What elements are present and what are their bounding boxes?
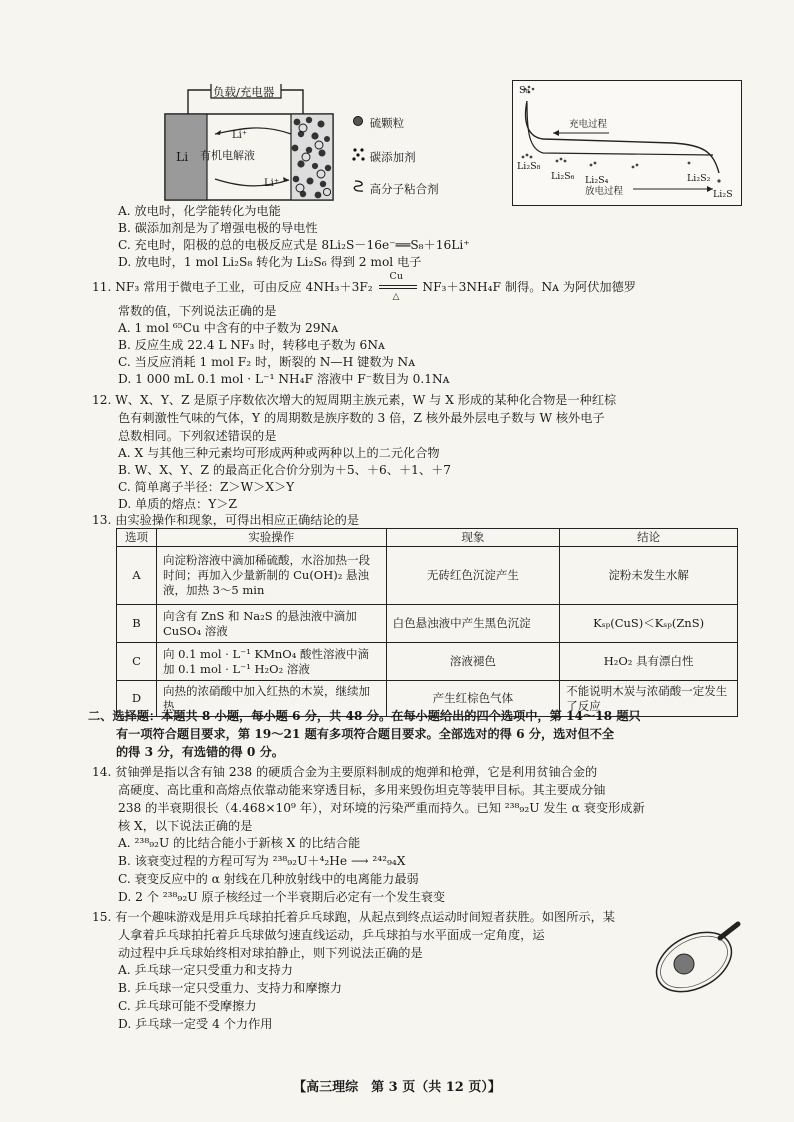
q14-option-a: A. ²³⁸₉₂U 的比结合能小于新核 X 的比结合能 (118, 836, 361, 850)
section2-line2: 有一项符合题目要求，第 19～21 题有多项符合题目要求。全部选对的得 6 分，选对但不全 (116, 727, 615, 741)
graph-species-label: Li₂S (713, 189, 733, 200)
operation-cell: 向含有 ZnS 和 Na₂S 的悬浊液中滴加 CuSO₄ 溶液 (156, 605, 386, 643)
q11-option-a: A. 1 mol ⁶⁵Cu 中含有的中子数为 29Nᴀ (118, 321, 339, 335)
phenomenon-cell: 无砖红色沉淀产生 (386, 547, 560, 605)
legend-label: 高分子粘合剂 (369, 182, 439, 196)
q12-option-d: D. 单质的熔点：Y＞Z (118, 497, 237, 511)
q14-option-d: D. 2 个 ²³⁸₉₂U 原子核经过一个半衰期后必定有一个发生衰变 (118, 890, 446, 904)
q13-stem: 13. 由实验操作和现象，可得出相应正确结论的是 (92, 513, 360, 527)
operation-cell: 向热的浓硝酸中加入红热的木炭，继续加热 (156, 681, 386, 717)
header-cell: 现象 (386, 529, 560, 547)
charge-discharge-graph (512, 80, 742, 206)
q15-option-d: D. 乒乓球一定受 4 个力作用 (118, 1017, 273, 1031)
q14-stem-line3: 238 的半衰期很长（4.468×10⁹ 年），对环境的污染严重而持久。已知 ²³⁸₉₂U 发生 α 衰变形成新 (118, 801, 645, 815)
charger-label: 负载/充电器 (213, 85, 275, 99)
option-cell: B (117, 605, 157, 643)
q12-stem-line1: 12. W、X、Y、Z 是原子序数依次增大的短周期主族元素，W 与 X 形成的某种化合物是一种红棕 (92, 393, 617, 407)
conclusion-cell: 淀粉未发生水解 (560, 547, 738, 605)
option-cell: C (117, 643, 157, 681)
table-row (117, 605, 738, 643)
header-cell: 结论 (560, 529, 738, 547)
q12-option-b: B. W、X、Y、Z 的最高正化合价分别为＋5、＋6、＋1、＋7 (118, 463, 452, 477)
section2-line1: 二、选择题：本题共 8 小题，每小题 6 分，共 48 分。在每小题给出的四个选项中，第 14～18 题只 (88, 709, 641, 723)
operation-cell: 向 0.1 mol · L⁻¹ KMnO₄ 酸性溶液中滴加 0.1 mol · L⁻¹ H₂O₂ 溶液 (156, 643, 386, 681)
legend-item-sulfur (352, 115, 404, 131)
q12-stem-line2: 色有刺激性气味的气体，Y 的周期数是族序数的 3 倍，Z 核外最外层电子数与 W 核外电子 (118, 411, 605, 425)
reaction-arrow: Cu △ (377, 281, 419, 295)
q11-stem-line2: 常数的值，下列说法正确的是 (118, 304, 277, 318)
q15-stem-line3: 动过程中乒乓球始终相对球拍静止，则下列说法正确的是 (118, 946, 423, 960)
phenomenon-cell: 白色悬浊液中产生黑色沉淀 (386, 605, 560, 643)
graph-discharge-label: 放电过程 (585, 186, 624, 197)
option-cell: A (117, 547, 157, 605)
graph-charge-label: 充电过程 (569, 119, 608, 130)
polymer-binder-icon (352, 179, 366, 193)
q15-option-a: A. 乒乓球一定只受重力和支持力 (118, 963, 293, 977)
carbon-additive-icon (352, 147, 366, 161)
sulfur-particle-icon (352, 115, 366, 127)
phenomenon-cell: 溶液褪色 (386, 643, 560, 681)
li-ion-bottom-label: Li⁺ (264, 178, 280, 189)
q11-stem-part1: 11. NF₃ 常用于微电子工业，可由反应 4NH₃＋3F₂ (92, 280, 373, 294)
q11-option-c: C. 当反应消耗 1 mol F₂ 时，断裂的 N—H 键数为 Nᴀ (118, 355, 416, 369)
q14-option-c: C. 衰变反应中的 α 射线在几种放射线中的电离能力最弱 (118, 872, 419, 886)
page-footer: 【高三理综 第 3 页（共 12 页）】 (293, 1080, 501, 1095)
header-cell: 实验操作 (156, 529, 386, 547)
phenomenon-cell: 产生红棕色气体 (386, 681, 560, 717)
option-cell: D (117, 681, 157, 717)
graph-s8-label: S₈ (519, 85, 530, 96)
legend-label: 硫颗粒 (369, 116, 405, 130)
battery-diagram-svg (163, 84, 338, 204)
section2-line3: 的得 3 分，有选错的得 0 分。 (116, 745, 284, 759)
q10-option-d: D. 放电时，1 mol Li₂S₈ 转化为 Li₂S₆ 得到 2 mol 电子 (118, 255, 422, 269)
q15-option-c: C. 乒乓球可能不受摩擦力 (118, 999, 257, 1013)
li-electrode-label: Li (176, 149, 189, 164)
legend-label: 碳添加剂 (369, 150, 416, 164)
q12-option-a: A. X 与其他三种元素均可形成两种或两种以上的二元化合物 (118, 446, 440, 460)
q15-stem-line2: 人拿着乒乓球拍托着乒乓球做匀速直线运动，乒乓球拍与水平面成一定角度，运 (118, 928, 545, 942)
q14-stem-line1: 14. 贫铀弹是指以含有铀 238 的硬质合金为主要原料制成的炮弹和枪弹，它是利用贫铀合金的 (92, 765, 598, 779)
q14-stem-line2: 高硬度、高比重和高熔点依靠动能来穿透目标，多用来毁伤坦克等装甲目标。其主要成分铀 (118, 783, 606, 797)
q10-option-b: B. 碳添加剂是为了增强电极的导电性 (118, 221, 318, 235)
conclusion-cell: H₂O₂ 具有漂白性 (560, 643, 738, 681)
q10-option-c: C. 充电时，阳极的总的电极反应式是 8Li₂S－16e⁻══S₈＋16Li⁺ (118, 238, 470, 252)
ping-pong-paddle-icon (650, 918, 746, 1004)
q14-option-b: B. 该衰变过程的方程可写为 ²³⁸₉₂U＋⁴₂He ⟶ ²⁴²₉₄X (118, 854, 406, 868)
conclusion-cell: 不能说明木炭与浓硝酸一定发生了反应 (560, 681, 738, 717)
q13-table (116, 528, 738, 717)
li-ion-top-label: Li⁺ (232, 130, 248, 141)
q12-option-c: C. 简单离子半径：Z＞W＞X＞Y (118, 480, 295, 494)
graph-species-label: Li₂S₂ (687, 173, 711, 184)
conclusion-cell: Kₛₚ(CuS)＜Kₛₚ(ZnS) (560, 605, 738, 643)
q15-stem-line1: 15. 有一个趣味游戏是用乒乓球拍托着乒乓球跑，从起点到终点运动时间短者获胜。如图所示，某 (92, 910, 615, 924)
legend-item-binder (352, 179, 439, 197)
operation-cell: 向淀粉溶液中滴加稀硫酸，水浴加热一段时间；再加入少量新制的 Cu(OH)₂ 悬浊液，加热 3～5 min (156, 547, 386, 605)
graph-species-label: Li₂S₄ (585, 175, 609, 186)
table-row (117, 643, 738, 681)
q11-stem-part2: NF₃＋3NH₄F 制得。Nᴀ 为阿伏加德罗 (422, 280, 636, 294)
q11-option-d: D. 1 000 mL 0.1 mol · L⁻¹ NH₄F 溶液中 F⁻数目为 0.1Nᴀ (118, 372, 450, 386)
graph-species-label: Li₂S₆ (551, 171, 575, 182)
header-cell: 选项 (117, 529, 157, 547)
table-header-row (117, 529, 738, 547)
q14-stem-line4: 核 X，以下说法正确的是 (118, 819, 253, 833)
q11-stem (92, 270, 636, 302)
q15-option-b: B. 乒乓球一定只受重力、支持力和摩擦力 (118, 981, 342, 995)
legend-item-carbon (352, 147, 416, 165)
graph-species-label: Li₂S₈ (517, 161, 541, 172)
q11-option-b: B. 反应生成 22.4 L NF₃ 时，转移电子数为 6Nᴀ (118, 338, 385, 352)
q12-stem-line3: 总数相同。下列叙述错误的是 (118, 429, 277, 443)
q10-option-a: A. 放电时，化学能转化为电能 (118, 204, 281, 218)
electrolyte-label: 有机电解液 (200, 149, 255, 162)
table-row (117, 547, 738, 605)
catalyst-label: Cu (389, 270, 403, 282)
